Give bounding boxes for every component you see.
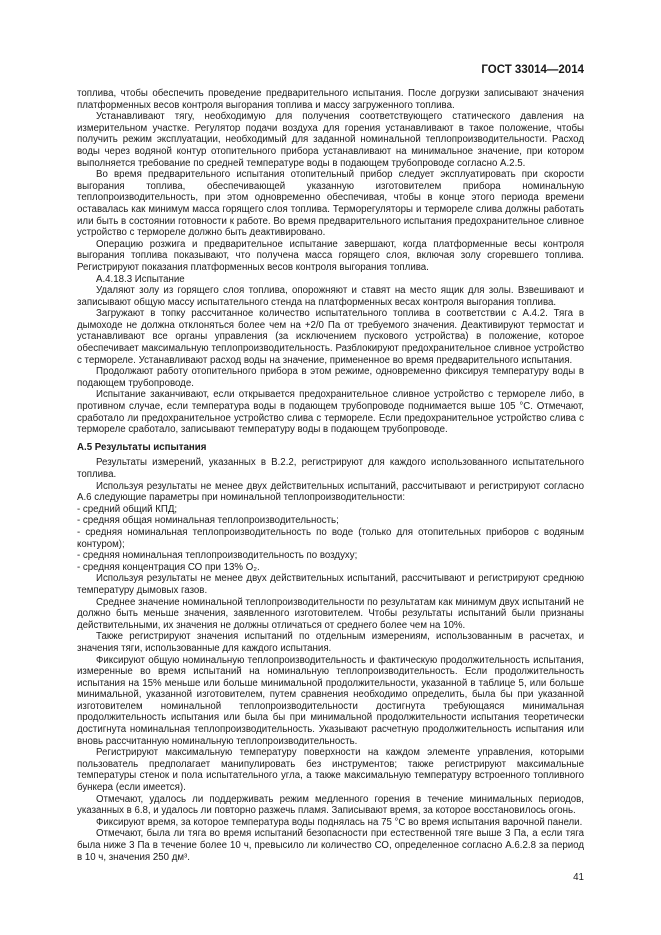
paragraph: Отмечают, была ли тяга во время испытаний безопасности при естественной тяге выше 3 Па, а если тяга была ниже 3 Па в течение более 10 ч, превысило ли количество СО, определенное согласно А.6.2.8 за период в 10 ч, значения 250 дм³. bbox=[77, 828, 584, 863]
paragraph: Отмечают, удалось ли поддерживать режим медленного горения в течение минимальных периодов, указанных в 6.8, и удалось ли повторно разжечь пламя. Записывают время, за которое восстановилось огонь. bbox=[77, 793, 584, 817]
paragraph: Также регистрируют значения испытаний по отдельным измерениям, использованным в расчетах, и значения тяги, использованные для каждого испытания. bbox=[77, 631, 584, 654]
paragraph: Загружают в топку рассчитанное количество испытательного топлива в соответствии с А.4.2. Тяга в дымоходе не должна отклоняться более чем на +2/0 Па от требуемого значения. Деактивируют термостат и устанавливают все органы управления (за исключением пускового устройства) в положение, которое обеспечивает максимальную теплопроизводительность. Разблокируют предохранительное сливное устройство с термореле. Устанавливают расход воды на значение, примененное во время предварительного испытания. bbox=[77, 308, 584, 366]
paragraph: топлива, чтобы обеспечить проведение предварительного испытания. После догрузки записывают значения платформенных весов контроля выгорания топлива и массу загруженного топлива. bbox=[77, 88, 584, 111]
page-number: 41 bbox=[573, 872, 584, 883]
paragraph: Во время предварительного испытания отопительный прибор следует эксплуатировать при скорости выгорания топлива, обеспечивающей указанную изготовителем прибора номинальную теплопроизводительность, при этом одновременно обеспечивая, чтобы в конце этого периода времени оставалась как минимум масса горящего слоя топлива. Терморегуляторы и термореле слива должны работать или быть в состоянии готовности к работе. Во время предварительного испытания предохранительное сливное устройство с термореле должно быть деактивировано. bbox=[77, 169, 584, 239]
list-item: - средний общий КПД; bbox=[77, 503, 178, 515]
list-item: - средняя общая номинальная теплопроизводительность; bbox=[77, 515, 339, 527]
paragraph: А.4.18.3 Испытание bbox=[96, 273, 185, 285]
paragraph: Операцию розжига и предварительное испытание завершают, когда платформенные весы контроля выгорания топлива показывают, что получена масса горящего слоя, включая золу сгоревшего топлива. Регистрируют показания платформенных весов контроля выгорания топлива. bbox=[77, 238, 584, 273]
paragraph: Используя результаты не менее двух действительных испытаний, рассчитывают и регистрируют согласно А.6 следующие параметры при номинальной теплопроизводительности: bbox=[77, 480, 584, 504]
paragraph: Среднее значение номинальной теплопроизводительности по результатам как минимум двух испытаний не должно быть меньше значения, заявленного изготовителем. Чтобы результаты испытаний были признаны действительными, их значения не должны отличаться от среднего более чем на 10%. bbox=[77, 596, 584, 631]
paragraph: Устанавливают тягу, необходимую для получения соответствующего статического давления на измерительном участке. Регулятор подачи воздуха для горения устанавливают в такое положение, чтобы получить режим эксплуатации, необходимый для заданной номинальной теплопроизводительности. Расход воды через водяной контур отопительного прибора устанавливают на минимальное значение, при котором выполняется требование по средней температуре воды в подающем трубопроводе согласно А.2.5. bbox=[77, 111, 584, 169]
paragraph: Продолжают работу отопительного прибора в этом режиме, одновременно фиксируя температуру воды в подающем трубопроводе. bbox=[77, 366, 584, 389]
list-item: - средняя номинальная теплопроизводительность по воде (только для отопительных приборов с водяным контуром); bbox=[77, 526, 584, 550]
paragraph: Испытание заканчивают, если открывается предохранительное сливное устройство с термореле либо, в противном случае, если температура воды в подающем трубопроводе поднимается выше 105 °C. Отмечают, сработало ли предохранительное устройство слива с термореле. Если предохранительное устройство слива с термореле сработало, записывают температуру воды в подающем трубопроводе. bbox=[77, 389, 584, 436]
page-body bbox=[77, 88, 584, 863]
list-item: - средняя концентрация СО при 13% O₂. bbox=[77, 561, 260, 573]
paragraph: Регистрируют максимальную температуру поверхности на каждом элементе управления, которыми пользователь предполагает манипулировать без инструментов; также регистрируют максимальные температуры стенок и пола испытательного угла, а также максимальную температуру встроенного топливного бункера (если имеется). bbox=[77, 747, 584, 794]
paragraph: Фиксируют время, за которое температура воды поднялась на 75 °C во время испытания варочной панели. bbox=[96, 816, 583, 828]
paragraph: Удаляют золу из горящего слоя топлива, опорожняют и ставят на место ящик для золы. Взвешивают и записывают общую массу испытательного стенда на платформенных весах контроля выгорания топлива. bbox=[77, 285, 584, 308]
list-item: - средняя номинальная теплопроизводительность по воздуху; bbox=[77, 550, 358, 562]
paragraph: Используя результаты не менее двух действительных испытаний, рассчитывают и регистрируют среднюю температуру дымовых газов. bbox=[77, 573, 584, 596]
document-header: ГОСТ 33014—2014 bbox=[481, 64, 584, 76]
paragraph: Результаты измерений, указанных в В.2.2, регистрируют для каждого использованного испытательного топлива. bbox=[77, 457, 584, 480]
paragraph: Фиксируют общую номинальную теплопроизводительность и фактическую продолжительность испытания, измеренные во время испытаний на номинальную теплопроизводительность. Если продолжительность испытания на 15% меньше или больше минимальной продолжительности, указанной в таблице 5, или больше минимальной, указанной изготовителем, путем сравнения необходимо определить, была бы при указанной изготовителем номинальной теплопроизводительности достигнута требующаяся минимальная продолжительность испытания или была бы при минимальной продолжительности испытания теоретически достигнута номинальная теплопроизводительность. Указывают расчетную продолжительность испытания или вновь рассчитанную номинальную теплопроизводительность. bbox=[77, 654, 584, 747]
section-heading: А.5 Результаты испытания bbox=[77, 441, 207, 453]
